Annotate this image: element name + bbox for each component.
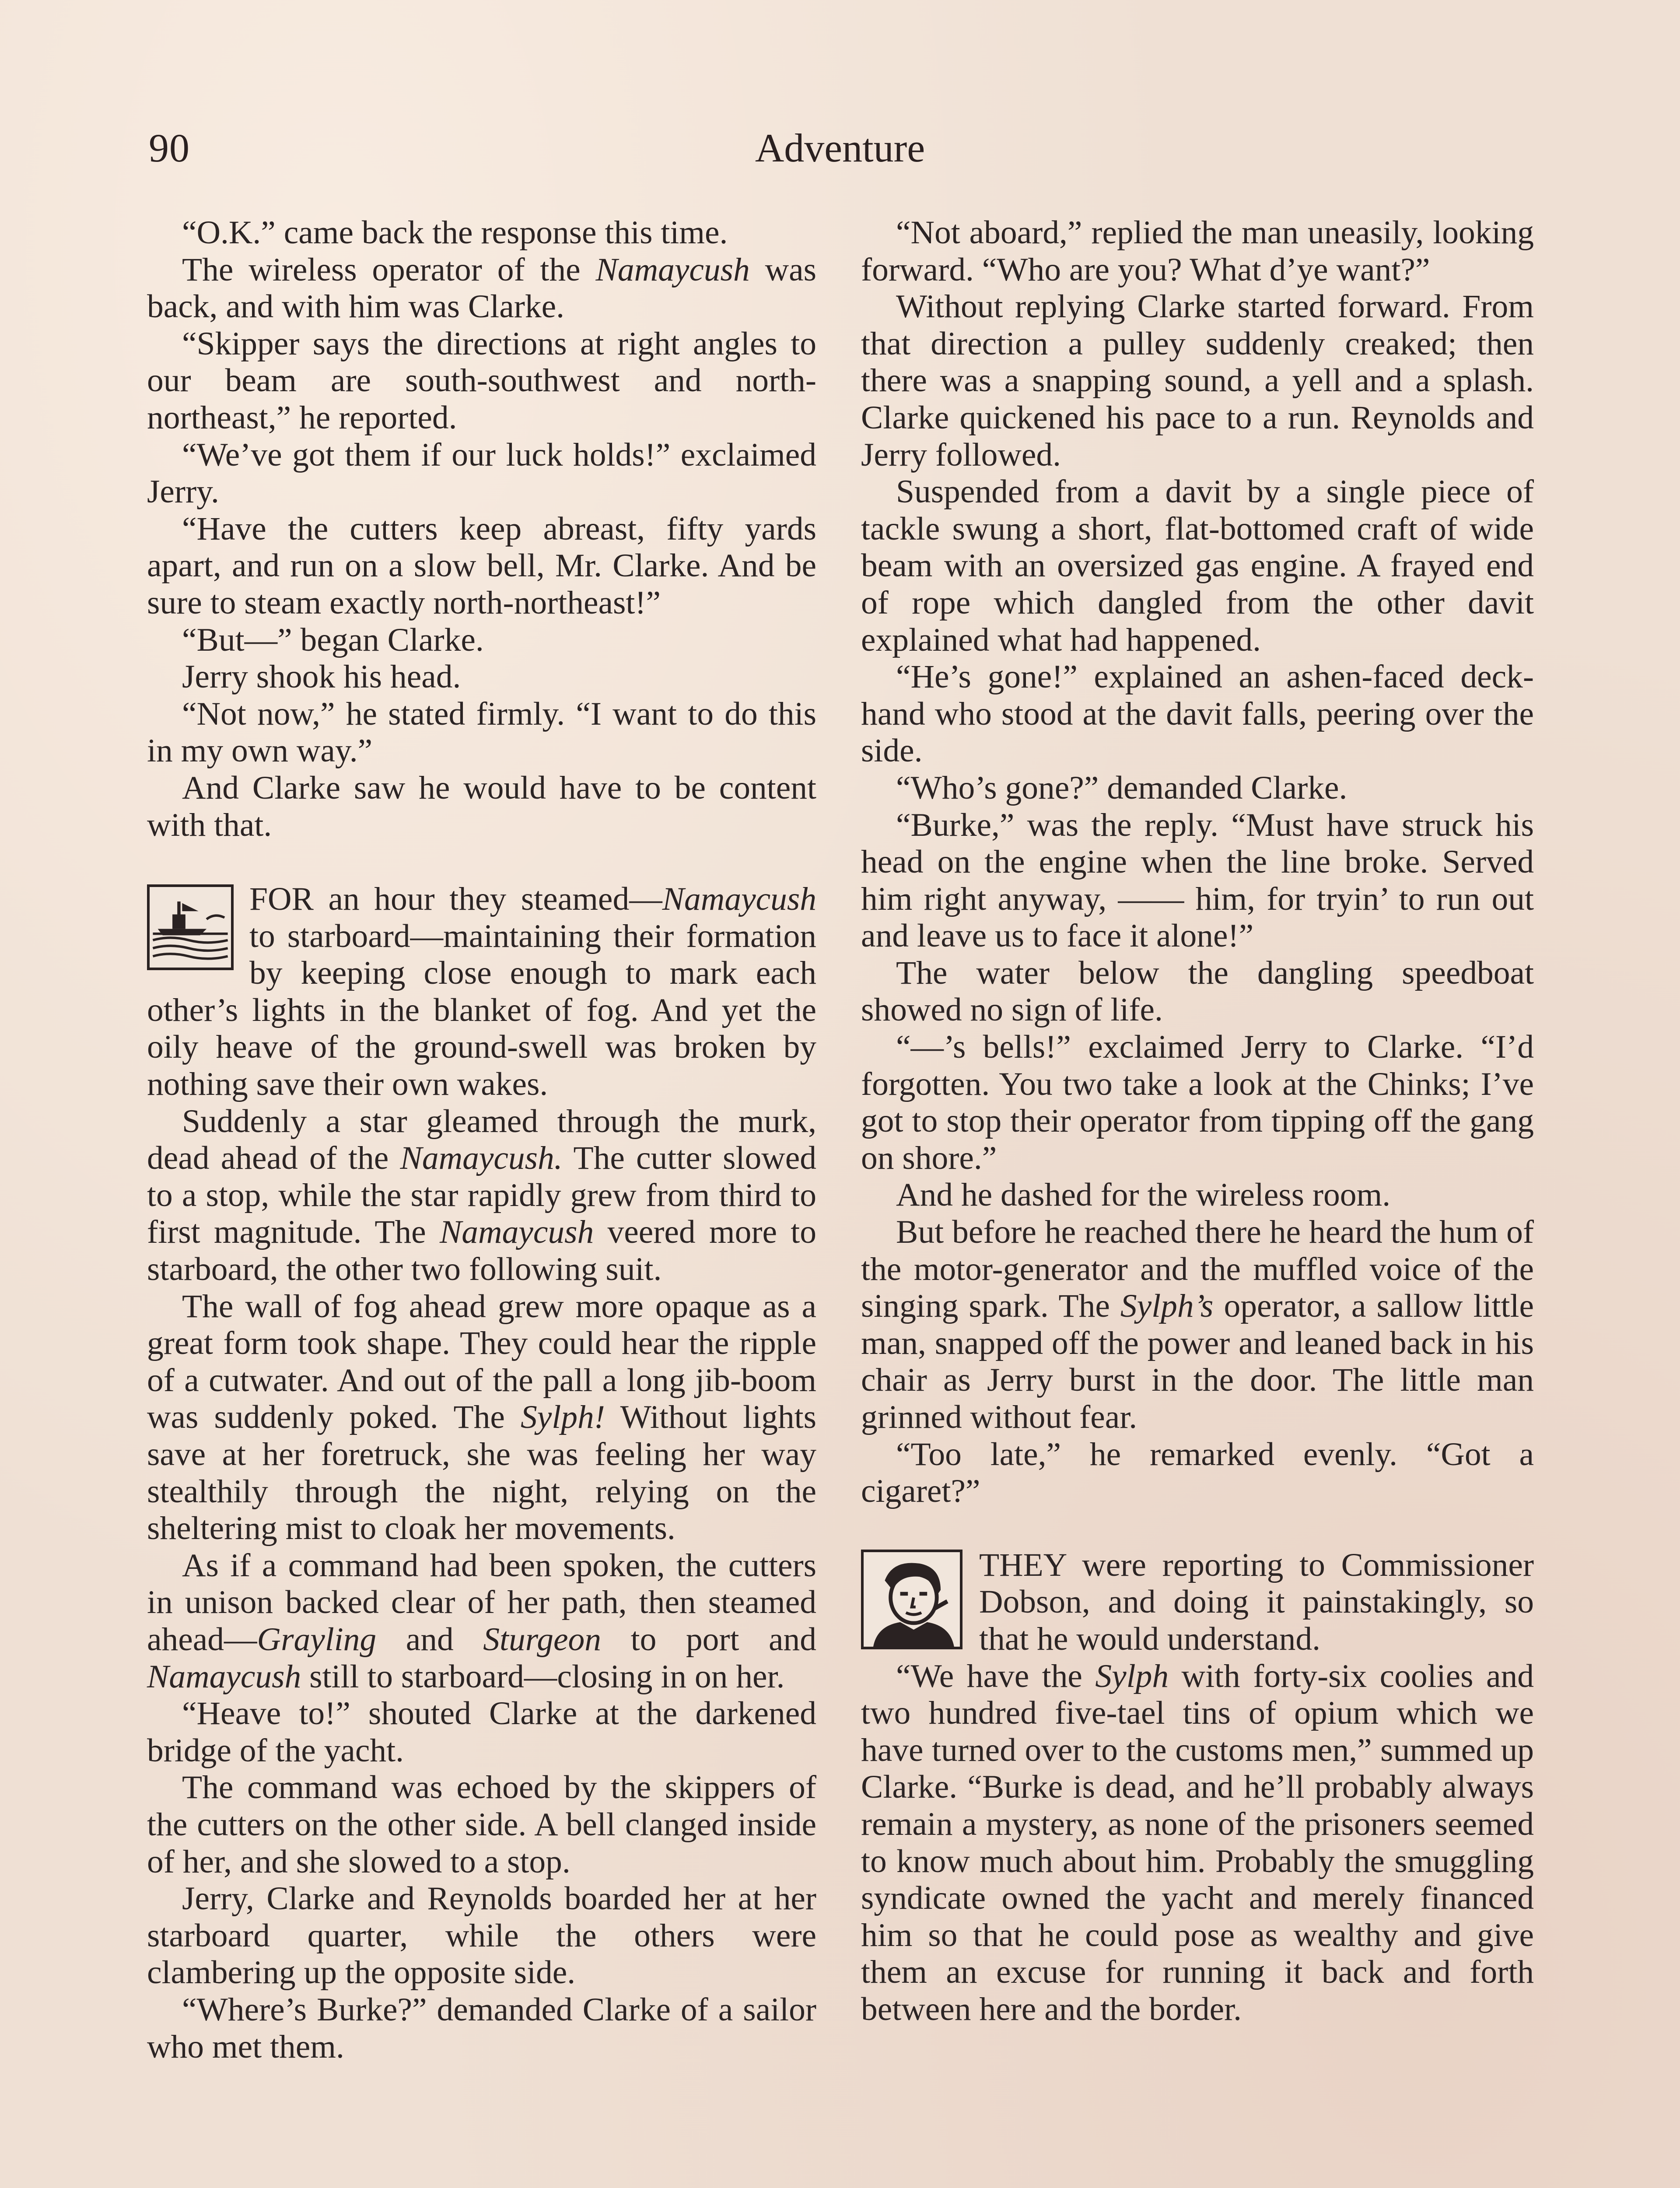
paragraph: [861, 473, 1534, 659]
paragraph-text: was back, and with him was Clarke.: [147, 251, 816, 325]
paragraph-text: As if a command had been spoken, the cutters in unison backed clear of her path, then steamed ahead—: [147, 1547, 816, 1658]
paragraph-text: And he dashed for the wireless room.: [896, 1177, 1391, 1213]
paragraph: [147, 326, 816, 437]
paragraph: [147, 511, 816, 622]
paragraph: [861, 1658, 1534, 2028]
ship-name: Sylph!: [520, 1399, 605, 1436]
paragraph-text: “Have the cutters keep abreast, fifty yards apart, and run on a slow bell, Mr. Clarke. And be sure to steam exactly north-northeast!”: [147, 510, 816, 621]
paragraph-text: Without replying Clarke started forward. From that direction a pulley suddenly creaked; then there was a snapping sound, a yell and a splash. Clarke quickened his pace to a run. Reynolds and Jerry followed.: [861, 288, 1534, 473]
paragraph: [147, 696, 816, 770]
section-opening-paragraph: [147, 881, 816, 1103]
paragraph-text: “We’ve got them if our luck holds!” exclaimed Jerry.: [147, 436, 816, 510]
paragraph-text: Suddenly a star gleamed through the murk, dead ahead of the: [147, 1103, 816, 1177]
boat-illustration-icon: [147, 884, 234, 970]
paragraph: [147, 659, 816, 696]
paragraph-text: “But—” began Clarke.: [182, 621, 484, 658]
ship-name: Grayling: [257, 1621, 377, 1658]
ship-name: Namaycush: [662, 881, 816, 918]
paragraph: [861, 955, 1534, 1029]
paragraph: [861, 1029, 1534, 1177]
ship-name: Namaycush: [439, 1214, 594, 1251]
paragraph-text: Jerry shook his head.: [182, 659, 461, 695]
paragraph-text: The wall of fog ahead grew more opaque as a great form took shape. They could hear the ripple of a cutwater. And out of the pall a long jib-boom was suddenly poked. The: [147, 1288, 816, 1436]
portrait-illustration-icon: [861, 1550, 962, 1649]
paragraph-text: The water below the dangling speedboat showed no sign of life.: [861, 954, 1534, 1028]
ship-name: Namaycush: [595, 251, 750, 288]
paragraph-text: and: [376, 1621, 483, 1658]
paragraph-text: And Clarke saw he would have to be content with that.: [147, 769, 816, 843]
ship-name: Sturgeon: [483, 1621, 602, 1658]
paragraph-text: still to starboard—closing in on her.: [301, 1658, 785, 1695]
paragraph: [147, 1288, 816, 1547]
paragraph-text: “Not now,” he stated firmly. “I want to do this in my own way.”: [147, 695, 816, 769]
paragraph-text: Without lights save at her foretruck, she was feeling her way stealthily through the night, relying on the sheltering mist to cloak her movements.: [147, 1399, 816, 1547]
paragraph-text: veered more to starboard, the other two following suit.: [147, 1214, 816, 1288]
right-column: [861, 214, 1534, 2028]
paragraph: [147, 1880, 816, 1992]
paragraph-text: with forty-six coolies and two hundred five-tael tins of opium which we have turned over to the customs men,” summed up Clarke. “Burke is dead, and he’ll probably always remain a mystery, as none of the prisoners seemed to know much about him. Probably the smuggling syndicate owned the yacht and merely financed him so that he could pose as wealthy and give them an excuse for running it back and forth between here and the border.: [861, 1658, 1534, 2027]
running-head: Adventure: [755, 126, 925, 170]
paragraph-text: “He’s gone!” explained an ashen-faced deck-hand who stood at the davit falls, peering over the side.: [861, 659, 1534, 769]
paragraph: [147, 1695, 816, 1769]
paragraph-text: The cutter slowed to a stop, while the star rapidly grew from third to first magnitude. The: [147, 1140, 816, 1251]
paragraph: [861, 770, 1534, 807]
paragraph: [861, 1214, 1534, 1436]
paragraph: [147, 1769, 816, 1880]
paragraph-text: “Not aboard,” replied the man uneasily, looking forward. “Who are you? What d’ye want?”: [861, 214, 1534, 288]
paragraph: [147, 1992, 816, 2065]
paragraph-text: “Who’s gone?” demanded Clarke.: [896, 769, 1348, 806]
paragraph: [147, 437, 816, 511]
left-column: [147, 214, 816, 2065]
paragraph: [861, 1177, 1534, 1214]
paragraph: [861, 1436, 1534, 1510]
paragraph: [147, 214, 816, 252]
paragraph-text: Suspended from a davit by a single piece of tackle swung a short, flat-bottomed craft of wide beam with an oversized gas engine. A frayed end of rope which dangled from the other davit explained what had happened.: [861, 473, 1534, 658]
paragraph-text: “—’s bells!” exclaimed Jerry to Clarke. “I’d forgotten. You two take a look at the Chinks; I’ve got to stop their operator from tipping off the gang on shore.”: [861, 1029, 1534, 1176]
paragraph-text: THEY were reporting to Commissioner Dobson, and doing it painstakingly, so that he would understand.: [979, 1546, 1534, 1657]
paragraph-text: to port and: [601, 1621, 816, 1658]
paragraph-text: But before he reached there he heard the hum of the motor-generator and the muffled voice of the singing spark. The: [861, 1214, 1534, 1325]
ship-name: Namaycush: [147, 1658, 301, 1695]
paragraph: [861, 288, 1534, 473]
section-opening-paragraph: [861, 1547, 1534, 1658]
ship-name: Namaycush.: [400, 1140, 563, 1177]
paragraph: [147, 622, 816, 659]
paragraph: [861, 807, 1534, 955]
paragraph-text: operator, a sallow little man, snapped off the power and leaned back in his chair as Jerry burst in the door. The little man grinned without fear.: [861, 1288, 1534, 1435]
page-number: 90: [149, 126, 190, 170]
paragraph: [147, 1547, 816, 1695]
paragraph-text: Jerry, Clarke and Reynolds boarded her at her starboard quarter, while the others were clambering up the opposite side.: [147, 1880, 816, 1991]
ship-name: Sylph’s: [1120, 1288, 1214, 1325]
paragraph: [861, 214, 1534, 288]
paragraph-text: “Where’s Burke?” demanded Clarke of a sailor who met them.: [147, 1991, 816, 2065]
paragraph-text: “Heave to!” shouted Clarke at the darkened bridge of the yacht.: [147, 1695, 816, 1769]
paragraph-text: to starboard—maintaining their formation by keeping close enough to mark each other’s lights in the blanket of fog. And yet the oily heave of the ground-swell was broken by nothing save their own wakes.: [147, 918, 816, 1103]
paragraph-text: “We have the: [896, 1658, 1096, 1694]
paragraph-text: “Too late,” he remarked evenly. “Got a cigaret?”: [861, 1436, 1534, 1510]
paragraph-text: The command was echoed by the skippers of the cutters on the other side. A bell clanged inside of her, and she slowed to a stop.: [147, 1769, 816, 1880]
paragraph-text: The wireless operator of the: [182, 251, 596, 288]
paragraph: [147, 252, 816, 326]
paragraph: [147, 770, 816, 844]
paragraph-text: “Skipper says the directions at right angles to our beam are south-southwest and north-northeast,” he reported.: [147, 325, 816, 436]
paragraph: [861, 659, 1534, 770]
paragraph-text: “Burke,” was the reply. “Must have struck his head on the engine when the line broke. Served him right anyway, —— him, for tryin’ to run out and leave us to face it alone!”: [861, 806, 1534, 954]
ship-name: Sylph: [1095, 1658, 1169, 1694]
paragraph: [147, 1103, 816, 1288]
paragraph-text: FOR an hour they steamed—: [249, 881, 662, 918]
paragraph-text: “O.K.” came back the response this time.: [182, 214, 728, 251]
